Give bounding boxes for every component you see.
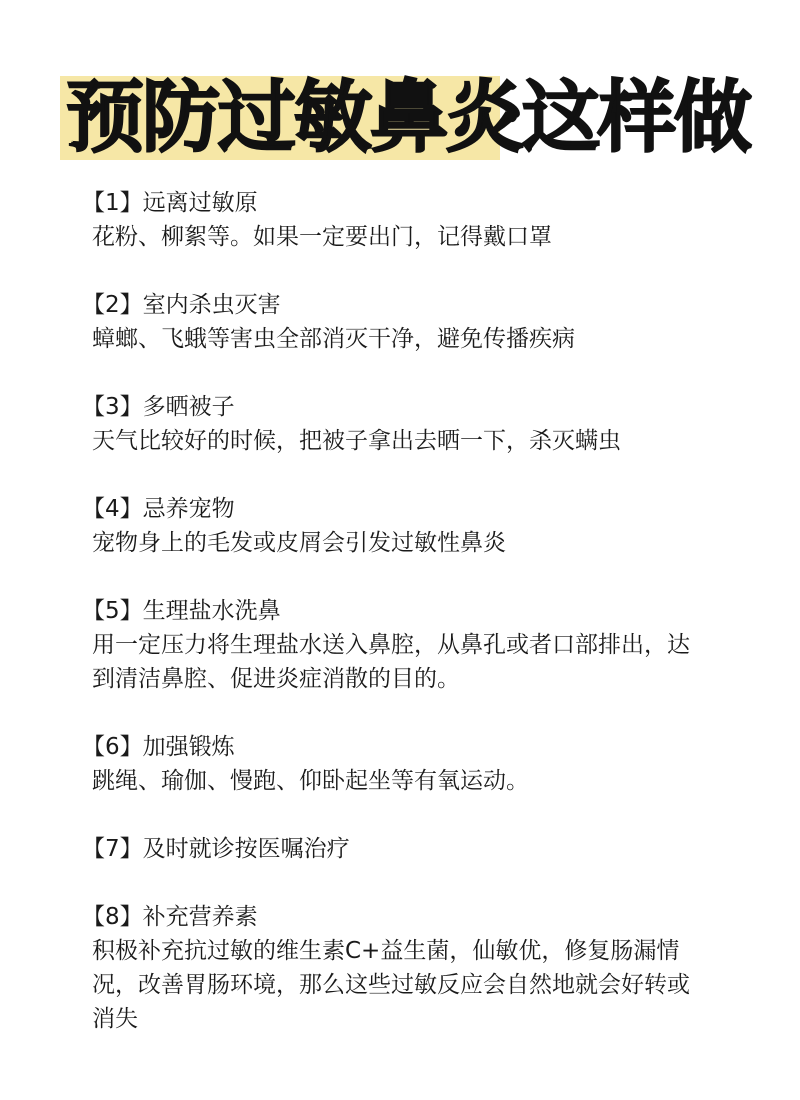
tip-item bbox=[82, 288, 772, 356]
tip-heading: 【5】生理盐水洗鼻 bbox=[82, 598, 281, 624]
tip-body-line: 宠物身上的毛发或皮屑会引发过敏性鼻炎 bbox=[92, 530, 506, 556]
tip-body-line: 蟑螂、飞蛾等害虫全部消灭干净，避免传播疾病 bbox=[92, 326, 575, 352]
tip-body-line: 消失 bbox=[92, 1006, 138, 1032]
tip-body-line: 用一定压力将生理盐水送入鼻腔，从鼻孔或者口部排出，达 bbox=[92, 632, 690, 658]
tip-item bbox=[82, 730, 772, 798]
tip-heading: 【3】多晒被子 bbox=[82, 394, 235, 420]
tip-heading: 【2】室内杀虫灭害 bbox=[82, 292, 281, 318]
tip-body-line: 积极补充抗过敏的维生素C+益生菌，仙敏优，修复肠漏情 bbox=[92, 938, 680, 964]
tip-item bbox=[82, 492, 772, 560]
page-title: 预防过敏鼻炎这样做 bbox=[66, 73, 751, 163]
tip-body-line: 天气比较好的时候，把被子拿出去晒一下，杀灭螨虫 bbox=[92, 428, 621, 454]
tip-heading: 【7】及时就诊按医嘱治疗 bbox=[82, 836, 350, 862]
title-block bbox=[60, 68, 750, 168]
tip-body-line: 跳绳、瑜伽、慢跑、仰卧起坐等有氧运动。 bbox=[92, 768, 529, 794]
tip-heading: 【4】忌养宠物 bbox=[82, 496, 235, 522]
tip-heading: 【8】补充营养素 bbox=[82, 904, 258, 930]
tip-body-line: 况，改善胃肠环境，那么这些过敏反应会自然地就会好转或 bbox=[92, 972, 690, 998]
tip-item bbox=[82, 186, 772, 254]
tip-heading: 【1】远离过敏原 bbox=[82, 190, 258, 216]
tip-item bbox=[82, 832, 772, 866]
tip-heading: 【6】加强锻炼 bbox=[82, 734, 235, 760]
tip-item bbox=[82, 900, 772, 1036]
tip-body-line: 到清洁鼻腔、促进炎症消散的目的。 bbox=[92, 666, 460, 692]
tip-item bbox=[82, 594, 772, 696]
tip-item bbox=[82, 390, 772, 458]
tip-body-line: 花粉、柳絮等。如果一定要出门，记得戴口罩 bbox=[92, 224, 552, 250]
